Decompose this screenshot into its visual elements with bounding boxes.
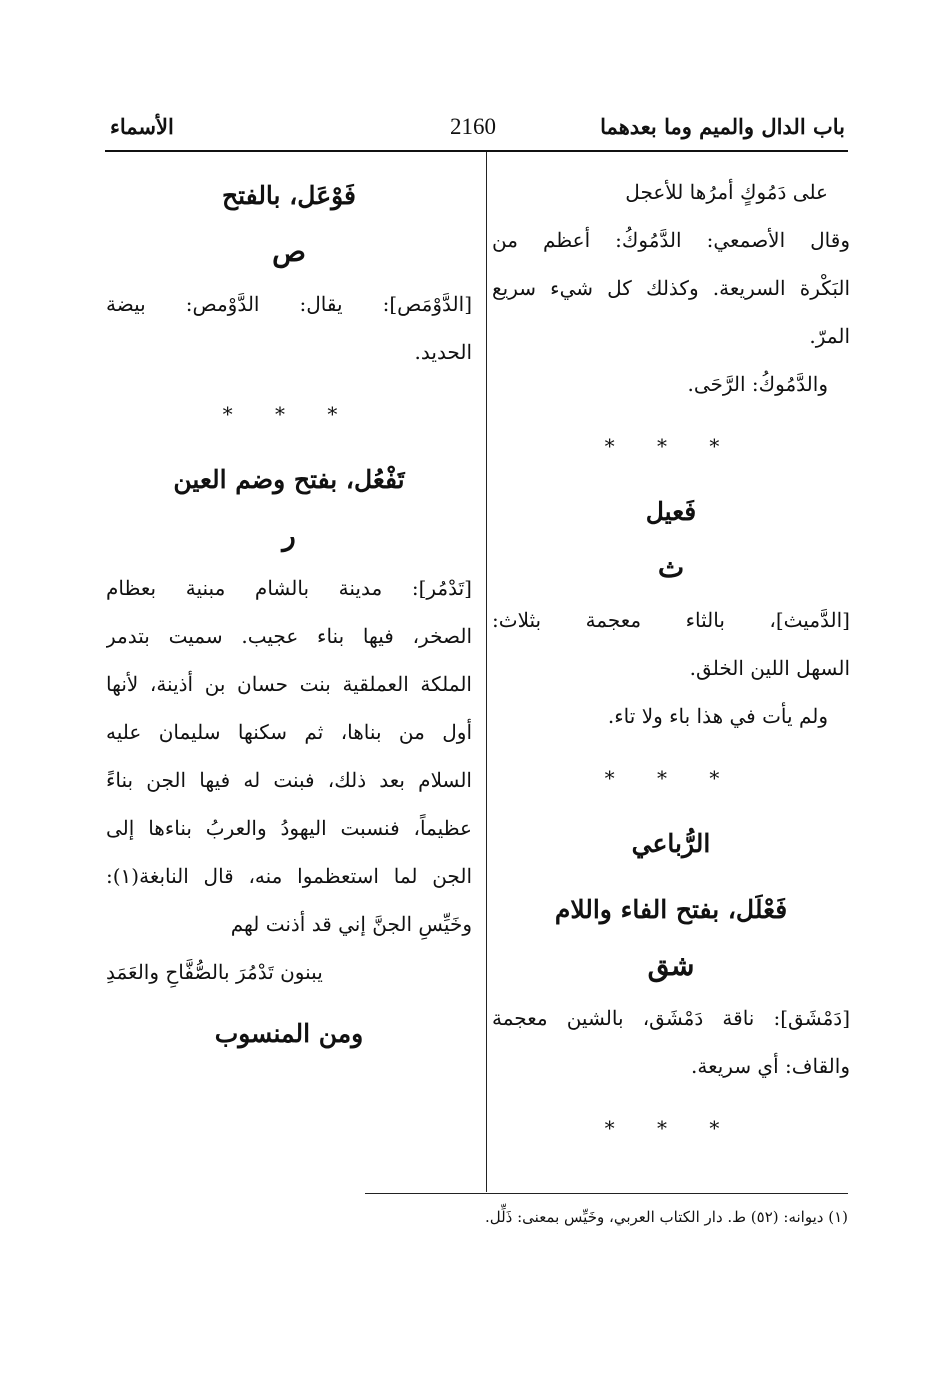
section-title: الأسماء (110, 114, 174, 139)
text-line: الصخر، فيها بناء عجيب. سميت بتدمر (106, 624, 472, 648)
footnote: (١) ديوانه: (٥٢) ط. دار الكتاب العربي، وخَيِّس بمعنى: ذَلِّل. (484, 1208, 848, 1226)
footnote-divider (365, 1193, 848, 1194)
section-separator: * * * (604, 434, 738, 458)
text-line: على دَمُوكٍ أمرُها للأعجل (625, 180, 828, 204)
text-line: [الدَّوْمَص]: يقال: الدَّوْمص: بيضة (106, 292, 472, 316)
chapter-title: باب الدال والميم وما بعدهما (600, 114, 845, 139)
text-line: المرّ. (809, 324, 850, 348)
entry-heading: الرُّباعي (631, 829, 711, 858)
text-line: السلام بعد ذلك، فبنت له فيها الجن بناءً (106, 768, 472, 792)
spacer (492, 872, 850, 882)
entry-heading: فَعيل (645, 497, 697, 526)
text-line: والقاف: أي سريعة. (690, 1054, 850, 1078)
text-line: أول من بناها، ثم سكنها سليمان عليه (106, 720, 472, 744)
text-line: [تَدْمُر]: مدينة بالشام مبنية بعظام (106, 576, 472, 600)
left-column (106, 168, 472, 1062)
entry-heading: فَوْعَل، بالفتح (221, 181, 356, 210)
text-line: الجن لما استعظموا منه، قال النابغة(١): (106, 864, 472, 888)
root-letter: شق (647, 949, 695, 982)
header-divider (105, 150, 848, 152)
text-line: عظيماً، فنسبت اليهودُ والعربُ بناءها إلى (106, 816, 472, 840)
spacer (492, 806, 850, 816)
spacer (106, 996, 472, 1006)
entry-heading: تَفْعُل، بفتح وضم العين (173, 465, 405, 494)
page-header (110, 114, 845, 150)
root-letter: ث (657, 551, 685, 584)
text-line: [الدَّميث]، بالثاء معجمة بثلاث: (492, 608, 850, 632)
spacer (492, 1090, 850, 1100)
text-line: الحديد. (414, 340, 472, 364)
spacer (492, 408, 850, 418)
text-line: وقال الأصمعي: الدَّمُوكُ: أعظم من (492, 228, 850, 252)
entry-heading: ومن المنسوب (214, 1019, 364, 1048)
text-line: يبنون تَدْمُرَ بالصُّفَّاحِ والعَمَدِ (106, 960, 323, 984)
spacer (492, 740, 850, 750)
text-line: البَكْرة السريعة. وكذلك كل شيء سريع (492, 276, 850, 300)
spacer (106, 442, 472, 452)
section-separator: * * * (222, 402, 356, 426)
spacer (106, 376, 472, 386)
root-letter: ص (272, 235, 306, 268)
text-line: وخَيِّسِ الجنَّ إني قد أذنت لهم (230, 912, 472, 936)
page-number: 2160 (450, 114, 496, 139)
text-line: والدَّمُوكُ: الرَّحَى. (687, 372, 828, 396)
right-column (492, 168, 850, 1156)
section-separator: * * * (604, 766, 738, 790)
text-line: [دَمْشَق]: ناقة دَمْشَق، بالشين معجمة (492, 1006, 850, 1030)
text-line: ولم يأت في هذا باء ولا تاء. (607, 704, 828, 728)
section-separator: * * * (604, 1116, 738, 1140)
column-divider (486, 152, 487, 1192)
root-letter: ر (282, 519, 296, 552)
text-line: الملكة العملقية بنت حسان بن أذينة، لأنها (106, 672, 472, 696)
text-line: السهل اللين الخلق. (689, 656, 850, 680)
spacer (492, 474, 850, 484)
entry-heading: فَعْلَل، بفتح الفاء واللام (554, 895, 788, 924)
